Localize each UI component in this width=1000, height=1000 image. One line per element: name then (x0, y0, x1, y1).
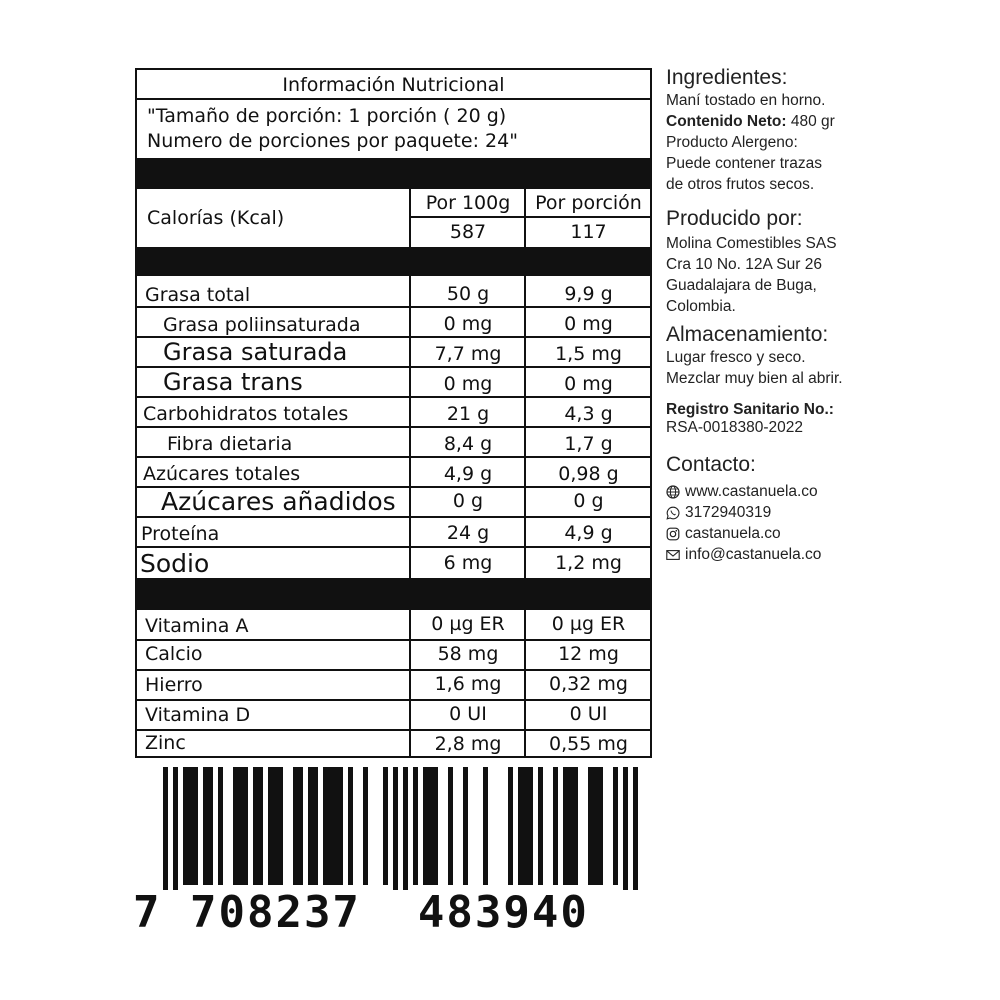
barcode-bar (293, 767, 303, 885)
contact-text: www.castanuela.co (685, 483, 818, 500)
barcode-bar (413, 767, 418, 885)
barcode-bar (268, 767, 283, 885)
barcode-bar (363, 767, 368, 885)
row-separator (137, 426, 650, 428)
vitamin-value-100g: 2,8 mg (434, 733, 502, 755)
producer-heading: Producido por: (666, 207, 803, 230)
vitamin-label: Zinc (145, 732, 186, 754)
barcode-bar (403, 767, 408, 890)
calories-label: Calorías (Kcal) (147, 207, 285, 229)
nutrient-label: Fibra dietaria (167, 433, 293, 455)
nutrition-facts-table (135, 68, 652, 758)
barcode-bar (563, 767, 578, 885)
nutrient-value-portion: 1,2 mg (555, 552, 622, 574)
row-separator (137, 516, 650, 518)
ingredients-heading: Ingredientes: (666, 66, 788, 89)
barcode-bar (253, 767, 263, 885)
serving-info (147, 104, 518, 154)
vitamin-value-portion: 12 mg (558, 643, 619, 665)
barcode-bar (383, 767, 388, 885)
col-header-portion: Por porción (535, 192, 642, 214)
allergen-text: de otros frutos secos. (666, 176, 815, 193)
row-separator (137, 396, 650, 398)
section-divider (137, 578, 650, 610)
nutrient-label: Grasa saturada (163, 338, 348, 366)
storage-text: Lugar fresco y seco. (666, 349, 806, 366)
vitamin-label: Vitamina A (145, 615, 249, 637)
calories-100g: 587 (449, 221, 487, 243)
row-separator (137, 669, 650, 671)
col-header-100g: Por 100g (425, 192, 511, 214)
contact-instagram[interactable] (666, 523, 986, 544)
nutrient-value-100g: 50 g (446, 283, 490, 305)
contact-heading: Contacto: (666, 453, 756, 476)
row-separator (137, 456, 650, 458)
nutrient-value-100g: 24 g (446, 522, 490, 544)
nutrient-value-portion: 0 mg (564, 373, 613, 395)
registry-value: RSA-0018380-2022 (666, 419, 804, 436)
row-separator (137, 546, 650, 548)
nutrient-value-portion: 4,9 g (564, 522, 613, 544)
nutrient-value-portion: 0,98 g (558, 463, 619, 485)
barcode-bar (173, 767, 178, 890)
vitamin-value-100g: 1,6 mg (434, 673, 502, 695)
row-separator (137, 699, 650, 701)
nutrient-value-100g: 8,4 g (443, 433, 493, 455)
nutrient-label: Azúcares totales (143, 463, 301, 485)
nutrient-value-portion: 0 mg (564, 313, 613, 335)
vitamin-value-portion: 0,32 mg (549, 673, 628, 695)
vitamin-value-100g: 0 µg ER (431, 613, 505, 635)
nutrient-label: Azúcares añadidos (161, 487, 396, 516)
net-content (666, 111, 986, 132)
barcode-bar (538, 767, 543, 885)
barcode-bar (633, 767, 638, 890)
nutrient-value-100g: 7,7 mg (434, 343, 502, 365)
contact-whatsapp[interactable] (666, 502, 986, 523)
nutrient-value-100g: 6 mg (443, 552, 493, 574)
barcode-bar (463, 767, 468, 885)
barcode-bar (218, 767, 223, 885)
barcode (135, 765, 655, 890)
contact-text: info@castanuela.co (685, 546, 822, 563)
nutrient-value-100g: 0 mg (443, 313, 493, 335)
barcode-number: 7 708237 483940 (133, 887, 589, 938)
barcode-bar (203, 767, 213, 885)
barcode-bar (323, 767, 343, 885)
nutrient-label: Grasa total (145, 284, 251, 306)
nutrient-value-100g: 4,9 g (443, 463, 493, 485)
storage-text: Mezclar muy bien al abrir. (666, 370, 843, 387)
barcode-bar (233, 767, 248, 885)
globe-icon (666, 485, 680, 499)
contact-text: 3172940319 (685, 504, 772, 521)
vitamin-value-100g: 58 mg (437, 643, 499, 665)
net-content-label: Contenido Neto: (666, 113, 787, 130)
row-separator (409, 216, 650, 218)
serving-size: "Tamaño de porción: 1 porción ( 20 g) (147, 105, 507, 127)
section-divider (137, 247, 650, 276)
storage-heading: Almacenamiento: (666, 323, 829, 346)
nutrient-value-portion: 0 g (573, 490, 604, 512)
vitamin-label: Calcio (145, 643, 203, 665)
nutrient-value-100g: 0 g (452, 490, 484, 512)
producer-line: Guadalajara de Buga, (666, 277, 817, 294)
net-content-value: 480 gr (786, 113, 835, 130)
barcode-bar (348, 767, 353, 885)
barcode-bar (553, 767, 558, 885)
contact-email[interactable] (666, 544, 986, 565)
row-separator (137, 306, 650, 308)
nutrient-value-100g: 21 g (446, 403, 490, 425)
row-separator (137, 729, 650, 731)
ingredients-text: Maní tostado en horno. (666, 92, 826, 109)
nutrient-label: Sodio (140, 549, 210, 578)
barcode-bar (588, 767, 603, 885)
table-title: Información Nutricional (137, 70, 650, 100)
vitamin-value-portion: 0,55 mg (549, 733, 628, 755)
barcode-bar (518, 767, 533, 885)
nutrient-label: Carbohidratos totales (143, 403, 349, 425)
nutrient-value-portion: 9,9 g (564, 283, 613, 305)
servings-per-package: Numero de porciones por paquete: 24" (147, 130, 518, 152)
barcode-bar (393, 767, 398, 890)
section-divider (137, 158, 650, 189)
allergen-text: Puede contener trazas (666, 155, 822, 172)
barcode-bar (163, 767, 168, 890)
nutrient-value-100g: 0 mg (443, 373, 493, 395)
nutrient-label: Proteína (141, 523, 220, 545)
barcode-bar (483, 767, 488, 885)
producer-line: Colombia. (666, 298, 736, 315)
vitamin-value-portion: 0 µg ER (551, 613, 626, 635)
barcode-bar (448, 767, 453, 885)
product-info-panel (666, 66, 986, 565)
whatsapp-icon (666, 506, 680, 520)
producer-line: Cra 10 No. 12A Sur 26 (666, 256, 822, 273)
nutrient-label: Grasa trans (163, 368, 303, 396)
nutrient-value-portion: 1,5 mg (555, 343, 622, 365)
mail-icon (666, 548, 680, 562)
barcode-bar (613, 767, 618, 885)
vitamin-value-portion: 0 UI (569, 703, 608, 725)
barcode-bar (183, 767, 198, 885)
nutrient-label: Grasa poliinsaturada (163, 314, 361, 336)
row-separator (137, 639, 650, 641)
barcode-bar (623, 767, 628, 890)
instagram-icon (666, 527, 680, 541)
barcode-bar (308, 767, 318, 885)
vitamin-label: Hierro (145, 674, 203, 696)
contact-text: castanuela.co (685, 525, 781, 542)
vitamin-value-100g: 0 UI (449, 703, 487, 725)
barcode-bar (508, 767, 513, 885)
calories-portion: 117 (570, 221, 607, 243)
registry-label: Registro Sanitario No.: (666, 401, 834, 418)
allergen-label: Producto Alergeno: (666, 134, 798, 151)
nutrient-value-portion: 1,7 g (564, 433, 613, 455)
contact-website[interactable] (666, 481, 986, 502)
nutrient-value-portion: 4,3 g (564, 403, 613, 425)
vitamin-label: Vitamina D (145, 704, 251, 726)
barcode-bar (423, 767, 438, 885)
producer-line: Molina Comestibles SAS (666, 235, 837, 252)
